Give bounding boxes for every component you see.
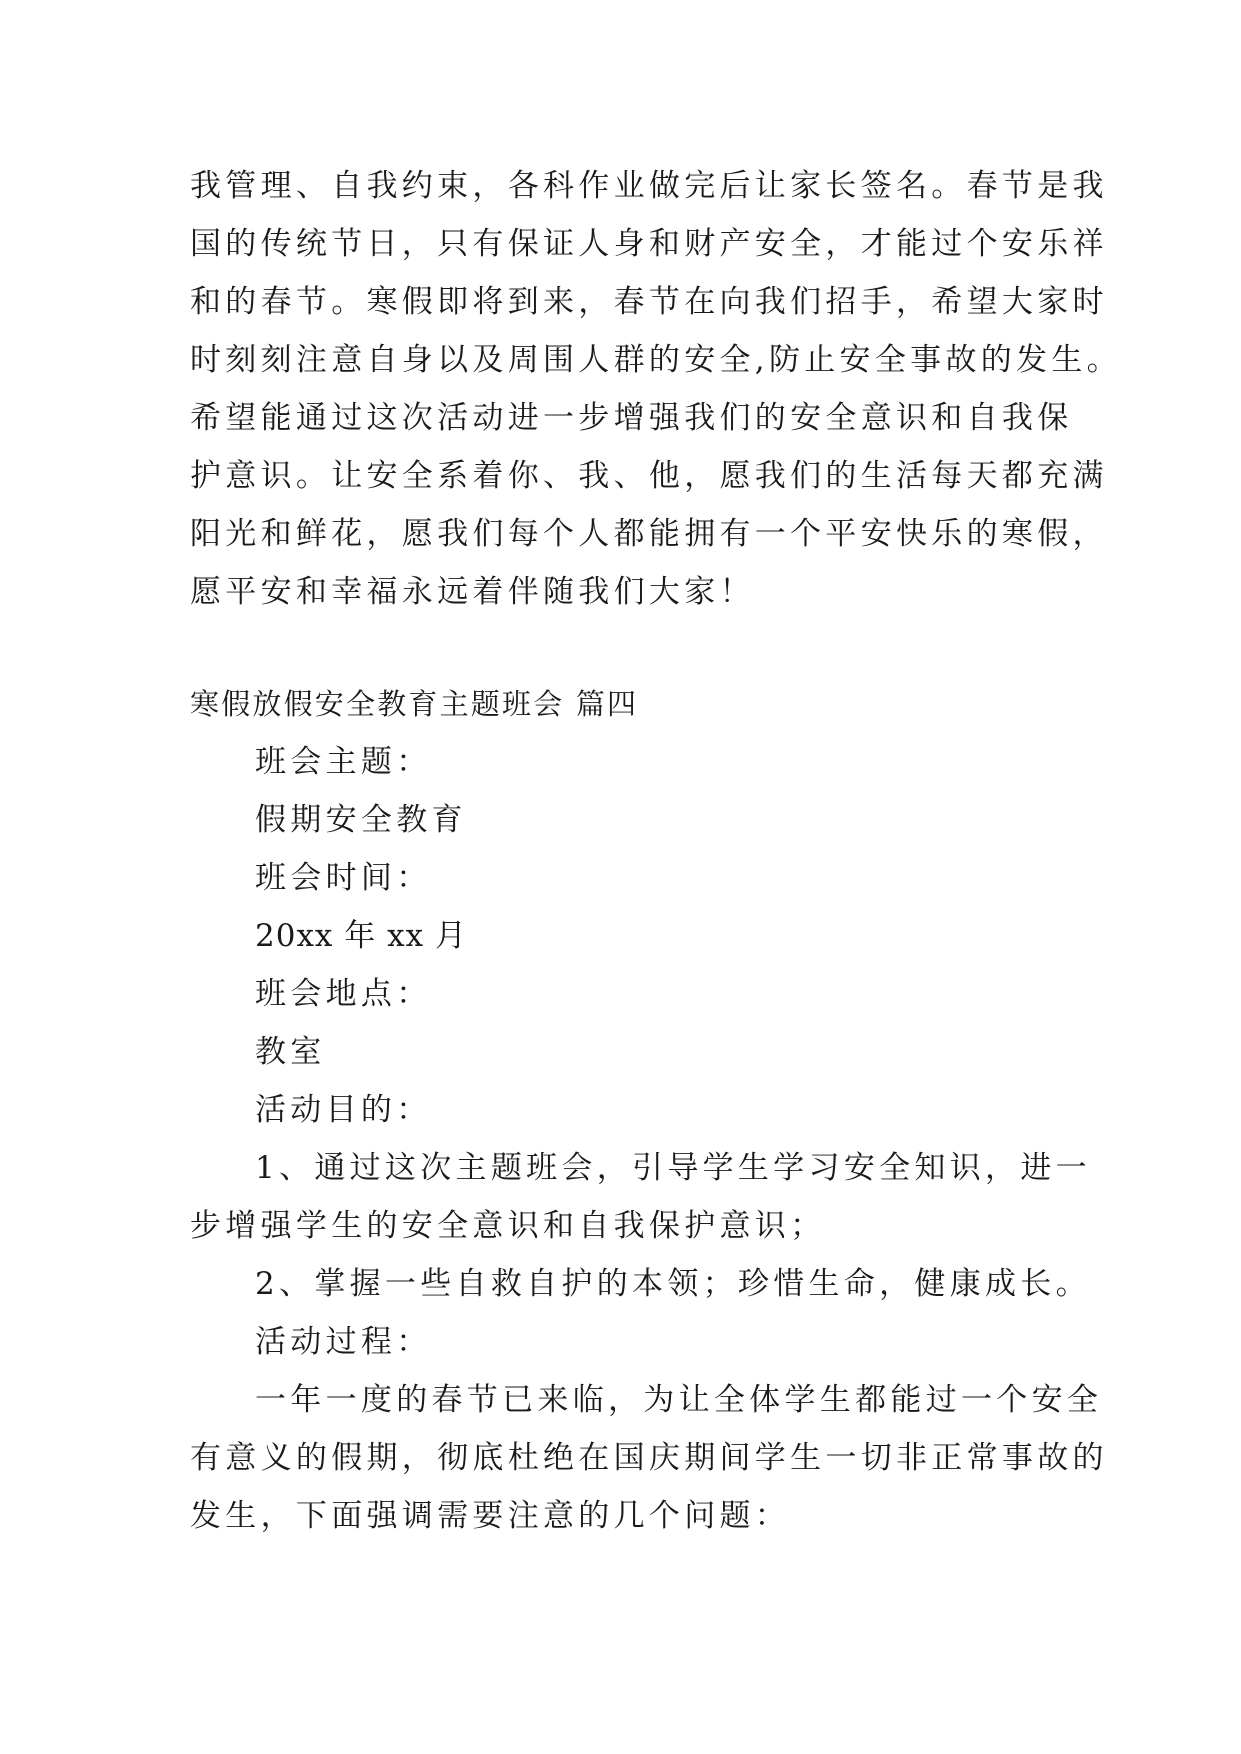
section-heading: 寒假放假安全教育主题班会 篇四: [190, 687, 639, 721]
time-value: 20xx 年 xx 月: [255, 918, 467, 954]
theme-label: 班会主题：: [255, 744, 432, 780]
purpose-item-continuation: 步增强学生的安全意识和自我保护意识；: [190, 1208, 826, 1244]
purpose-item: 2、掌握一些自救自护的本领；珍惜生命，健康成长。: [255, 1266, 1091, 1302]
place-label: 班会地点：: [255, 976, 432, 1012]
time-label: 班会时间：: [255, 860, 432, 896]
process-line: 一年一度的春节已来临，为让全体学生都能过一个安全: [255, 1382, 1103, 1418]
theme-value: 假期安全教育: [255, 802, 467, 838]
process-line: 有意义的假期，彻底杜绝在国庆期间学生一切非正常事故的: [190, 1440, 1108, 1476]
paragraph-line: 我管理、自我约束，各科作业做完后让家长签名。春节是我: [190, 168, 1108, 204]
place-value: 教室: [255, 1034, 326, 1070]
process-label: 活动过程：: [255, 1324, 432, 1360]
paragraph-line: 愿平安和幸福永远着伴随我们大家！: [190, 574, 755, 610]
paragraph-line: 阳光和鲜花，愿我们每个人都能拥有一个平安快乐的寒假，: [190, 516, 1108, 552]
paragraph-line: 和的春节。寒假即将到来，春节在向我们招手，希望大家时: [190, 284, 1108, 320]
paragraph-line: 时刻刻注意自身以及周围人群的安全,防止安全事故的发生。: [190, 342, 1122, 378]
paragraph-line: 护意识。让安全系着你、我、他，愿我们的生活每天都充满: [190, 458, 1108, 494]
process-line: 发生，下面强调需要注意的几个问题：: [190, 1498, 791, 1534]
paragraph-line: 希望能通过这次活动进一步增强我们的安全意识和自我保: [190, 400, 1073, 436]
paragraph-line: 国的传统节日，只有保证人身和财产安全，才能过个安乐祥: [190, 226, 1108, 262]
purpose-item: 1、通过这次主题班会，引导学生学习安全知识，进一: [255, 1150, 1091, 1186]
purpose-label: 活动目的：: [255, 1092, 432, 1128]
